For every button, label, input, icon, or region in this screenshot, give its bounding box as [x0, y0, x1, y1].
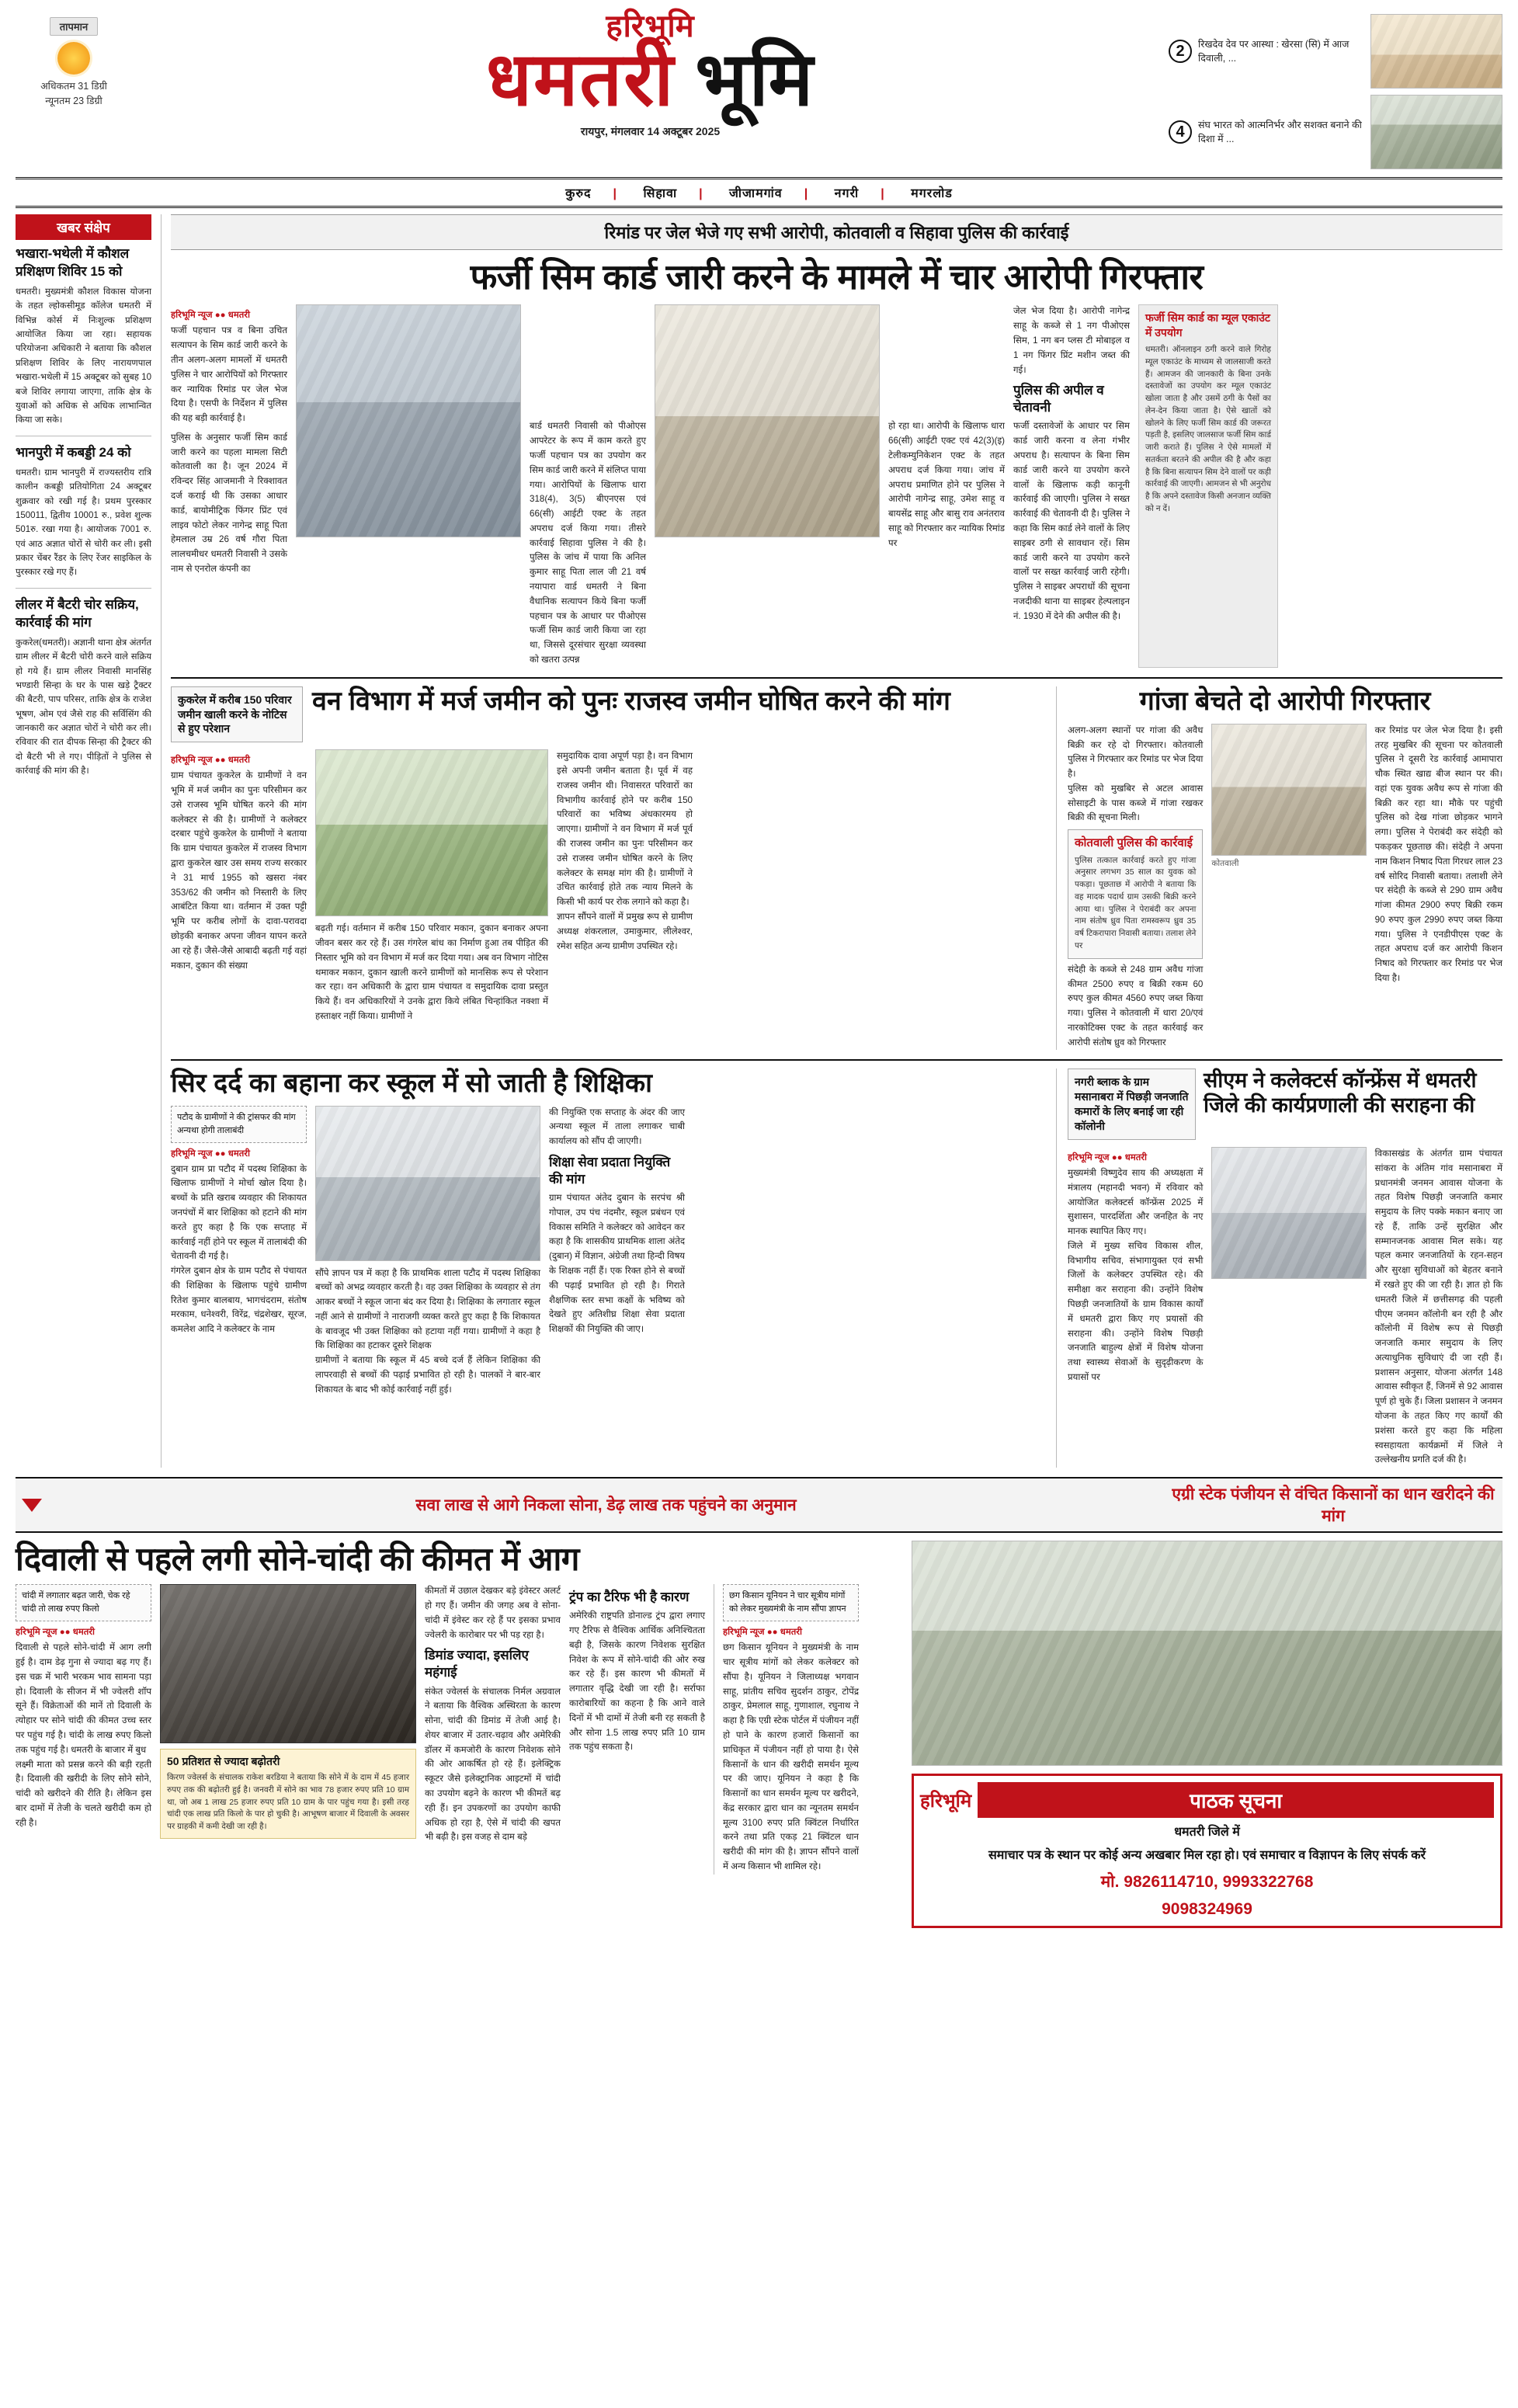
cm-headline: सीएम ने कलेक्टर्स कॉन्फ्रेंस में धमतरी जिले की कार्यप्रणाली की सराहना की	[1204, 1068, 1477, 1117]
farmers-story	[723, 1584, 859, 1875]
gold-bullet: चांदी में लगातार बढ़त जारी, चेक रहे चांदी तो लाख रुपए किलो	[16, 1584, 151, 1621]
forest-photo-wrap	[315, 749, 548, 1023]
lead-photo-1	[296, 304, 521, 537]
teacher-text-3b: ग्रामीणों ने बताया कि स्कूल में 45 बच्चे दर्ज हैं लेकिन शिक्षिका की लापरवाही से बच्चों की पढ़ाई प्रभावित हो रही है। पालकों ने बार-बार शिकायत के बाद भी कोई कार्रवाई नहीं हुई।	[315, 1355, 540, 1395]
farmers-bullet: छग किसान यूनियन ने चार सूत्रीय मांगों को लेकर मुख्यमंत्री के नाम सौंपा ज्ञापन	[723, 1584, 859, 1621]
cm-headline-wrap	[1204, 1068, 1502, 1140]
lead-text-3: हो रहा था। आरोपी के खिलाफ धारा 66(सी) आईटी एक्ट एवं 42(3)(इ) टेलीकम्युनिकेशन एक्ट के तहत अपराध दर्ज किया गया। जांच में अपराध प्रमाणित होने पर पुलिस ने आरोपी नागेन्द्र साहू, उमेश साहू व बायसेंद्र साहू और बासु राव अनंतराव साहू को गिरफ्तार कर न्यायिक रिमांड पर	[888, 421, 1005, 548]
cm-col-2	[1375, 1147, 1502, 1468]
teacher-col-1	[171, 1106, 307, 1398]
teacher-photo-wrap	[315, 1106, 540, 1398]
reader-notice-ad[interactable]	[912, 1774, 1502, 1928]
gold-col-2	[425, 1584, 561, 1875]
lead-text-1b: पुलिस के अनुसार फर्जी सिम कार्ड जारी करने का पहला मामला सिटी कोतवाली का है। जून 2024 में रविन्दर सिंह आजमानी ने रिक्शावत दर्ज कराई थी कि उसका आधार कार्ड, बायोमीट्रिक फिंगर प्रिंट एवं लाइव फोटो लेकर नागेन्द्र साहू पिता हेमलाल उम्र 26 वर्ष गौरा पिता लालचमीधर धमतरी निवासी ने उसके नाम से एनरोल कंपनी का	[171, 432, 287, 574]
teacher-text-2: की नियुक्ति एक सप्ताह के अंदर की जाए अन्यथा स्कूल में ताला लगाकर चाबी कार्यालय को सौंप दी जाएगी।	[549, 1107, 685, 1147]
gold-text-2b: संकेत ज्वेलर्स के संचालक निर्मल अग्रवाल ने बताया कि वैश्विक अस्थिरता के कारण सोना, चांदी की डिमांड में तेजी आई है। शेयर बाजार में उतार-चढ़ाव और अमेरिकी डॉलर में कमजोरी के कारण निवेशक सोने की ओर आकर्षित हो रहे हैं। इलेक्ट्रिक स्कूटर जैसे इलेक्ट्रानिक आइटमों में चांदी का उपयोग बढ़ने के कारण भी कीमतें बढ़ रही हैं। इन उपकरणों का उपयोग काफी अधिक हो रहा है, ऐसे में चांदी की खपत भी बढ़ी है। इस वजह से दाम बड़े	[425, 1686, 561, 1843]
gold-box-text: किरण ज्वेलर्स के संचालक राकेश बरडिया ने बताया कि सोने में के दाम में 45 हजार रुपए तक की बढ़ोतरी हुई है। जनवरी में सोने का भाव 78 हजार रुपए प्रति 10 ग्राम था, जो अब 1 लाख 25 हजार रुपए प्रति 10 ग्राम के पार पहुंच गया है। इसी तरह चांदी एक लाख प्रति किलो के पार हो चुकी है। आभूषण बाजार में दिवाली के अवसर पर ग्राहकी में कमी देखी जा रही है।	[167, 1773, 409, 1832]
edition-kurud[interactable]: कुरुद	[565, 187, 592, 200]
ganja-col-1	[1068, 724, 1203, 1051]
ganja-story	[1068, 686, 1502, 1051]
gold-text-2: कीमतों में उछाल देखकर बड़े इंवेस्टर अलर्ट हो गए हैं। जमीन की जगह अब वे सोना-चांदी में इंवेस्ट कर रहे हैं पर इसका प्रभाव ज्वेलरी के कारोबार पर भी पड़ रहा है।	[425, 1586, 561, 1640]
edition-sihawa[interactable]: सिहावा	[643, 187, 678, 200]
lead-subhead-appeal: पुलिस की अपील व चेतावनी	[1013, 383, 1104, 415]
lead-col-1	[171, 304, 287, 667]
gold-section-band	[16, 1477, 1502, 1533]
byline: हरिभूमि न्यूज ●● धमतरी	[171, 756, 250, 766]
lead-sidebox	[1138, 304, 1278, 667]
triangle-icon	[22, 1499, 42, 1512]
teacher-col-2	[549, 1106, 685, 1398]
news-brief-heading: खबर संक्षेप	[16, 214, 151, 240]
gold-highlight-box	[160, 1749, 416, 1839]
gold-photo-wrap	[160, 1584, 416, 1875]
lead-col-4	[1013, 304, 1130, 667]
ganja-photo-caption: कोतवाली	[1211, 858, 1239, 868]
brand-name: हरिभूमि	[606, 9, 695, 43]
teacher-photo	[315, 1106, 540, 1261]
brief-title: लीलर में बैटरी चोर सक्रिय, कार्रवाई की मांग	[16, 596, 139, 630]
second-row	[171, 686, 1502, 1051]
gold-headline: दिवाली से पहले लगी सोने-चांदी की कीमत में आग	[16, 1541, 579, 1578]
masthead	[16, 11, 1502, 169]
brief-item	[16, 444, 151, 580]
edition-strip: कुरुद | सिहावा | जीजामगांव | नगरी | मगरलोड	[16, 177, 1502, 208]
ganja-text-1: अलग-अलग स्थानों पर गांजा की अवैध बिक्री कर रहे दो गिरफ्तार। कोतवाली पुलिस ने गिरफ्तार कर रिमांड पर भेज दिया है।	[1068, 724, 1204, 780]
forest-text-3b: ज्ञापन सौंपने वालों में प्रमुख रूप से ग्रामीण अध्यक्ष शंकरलाल, उमाकुमार, लीलेश्वर, रमेश सहित अन्य ग्रामीण उपस्थित रहे।	[557, 911, 693, 951]
lead-text-4: फर्जी दस्तावेजों के आधार पर सिम कार्ड जारी करना व लेना गंभीर अपराध है। सत्यापन के बिना सिम कार्ड जारी करने या उपयोग करने वालों के खिलाफ कड़ी कानूनी कार्रवाई की जाएगी। पुलिस ने सख्त कार्रवाई की चेतावनी दी है। पुलिस ने कहा कि सिम कार्ड लेने वालों के लिए साइबर ठगी से सावधान रहें। सिम कार्ड जारी करने या उपयोग करने वालों पर सख्त कार्रवाई जारी रहेगी। पुलिस ने साइबर अपराधों की सूचना नजदीकी थाना या साइबर हेल्पलाइन नं. 1930 में देने की अपील की है।	[1013, 421, 1130, 621]
brief-title: भानपुरी में कबड्डी 24 को	[16, 444, 131, 460]
ganja-text-1b: पुलिस को मुखबिर से अटल आवास सोसाइटी के पास कब्जे में गांजा रखकर बिक्री की सूचना मिली।	[1068, 783, 1204, 823]
lead-col-2	[530, 304, 646, 667]
gold-subhead-2: ट्रंप का टैरिफ भी है कारण	[569, 1590, 690, 1605]
teacher-text-2b: ग्राम पंचायत अंतेद दुबान के सरपंच श्री गोपाल, उप पंच नंदमौर, स्कूल प्रबंधन एवं विकास समिति ने कलेक्टर को आवेदन कर कहा है कि शासकीय प्राथमिक शाला अंतेद (दुबान) में विज्ञान, अंग्रेजी तथा हिन्दी विषय के शिक्षक नहीं हैं। एक रिक्त होने से बच्चों की पढ़ाई प्रभावित हो रही है। गिराते शैक्षणिक स्तर सभा कक्षों के भविष्य को देखते हुए अतिशीघ्र शिक्षा सेवा प्रदाता शिक्षकों की नियुक्ति की जाए।	[549, 1193, 685, 1335]
teacher-subhead: शिक्षा सेवा प्रदाता नियुक्ति की मांग	[549, 1154, 671, 1187]
edition-magarlod[interactable]: मगरलोड	[911, 187, 953, 200]
teacher-story	[171, 1068, 1045, 1468]
byline: हरिभूमि न्यूज ●● धमतरी	[171, 1148, 250, 1159]
edition-jijamgaon[interactable]: जीजामगांव	[729, 187, 783, 200]
bottom-row	[16, 1541, 1502, 1928]
teacher-bullet: पटौद के ग्रामीणों ने की ट्रांसफर की मांग अन्यथा होगी तालाबंदी	[171, 1106, 307, 1143]
temperature-label: तापमान	[50, 17, 99, 36]
gold-col-3	[569, 1584, 705, 1875]
title-part-2: भूमि	[695, 38, 815, 121]
edition-nagri[interactable]: नगरी	[834, 187, 860, 200]
promo-page-number: 2	[1169, 40, 1192, 63]
rail-divider	[161, 214, 162, 1468]
farmers-text: छग किसान यूनियन ने मुख्यमंत्री के नाम चार सूत्रीय मांगों को लेकर कलेक्टर को सौंपा है। यूनियन ने जिलाध्यक्ष भगवान साहू, प्रांतीय सचिव सुदर्शन ठाकुर, टोपेंद्र ठाकुर, प्रेमलाल साहू, गुणाशाल, रघुनाथ ने कहा है कि एग्री स्टेक पोर्टल में पंजीयन नहीं हो पाने के कारण हजारों किसानों का प्राधिकृत में पंजीयन नहीं हो पाया है। ऐसे किसानों के धान की खरीदी समर्थन मूल्य पर की जाए। यूनियन ने कहा है कि किसानों का धान समर्थन मूल्य पर खरीदने, केंद्र सरकार द्वारा धान का न्यूनतम समर्थन मूल्य 3100 रुपए प्रति क्विंटल निर्धारित करने तथा प्रति एकड़ 21 क्विंटल धान खरीदी की मांग की है। ज्ञापन सौंपने वालों में अन्य किसान भी शामिल रहे।	[723, 1642, 859, 1872]
main-column	[171, 214, 1502, 1468]
promo-image	[1370, 95, 1502, 169]
cm-kicker-text: नगरी ब्लाक के ग्राम मसानाबरा में पिछड़ी जनजाति कमारों के लिए बनाई जा रही कॉलोनी	[1075, 1075, 1189, 1133]
byline: हरिभूमि न्यूज ●● धमतरी	[723, 1628, 802, 1638]
gold-subhead-1: डिमांड ज्यादा, इसलिए महंगाई	[425, 1648, 529, 1680]
page-title	[140, 38, 1161, 121]
ganja-text-1c: संदेही के कब्जे से 248 ग्राम अवैध गांजा कीमत 2500 रुपए व बिक्री रकम 60 रुपए कुल कीमत 4560 रुपए जब्त किया गया। पुलिस ने कोतवाली में धारा 20/एवं नारकोटिक्स एक्ट के तहत कार्रवाई कर आरोपी संतोष ध्रुव को गिरफ्तार	[1068, 964, 1204, 1048]
forest-headline: वन विभाग में मर्ज जमीन को पुनः राजस्व जमीन घोषित करने की मांग	[312, 686, 950, 716]
ad-line-2: समाचार पत्र के स्थान पर कोई अन्य अखबार मिल रहा हो। एवं समाचार व विज्ञापन के लिए संपर्क करें	[988, 1849, 1426, 1863]
lead-col-3	[888, 304, 1005, 667]
gold-col-1	[16, 1584, 151, 1875]
promo-item[interactable]	[1169, 95, 1502, 169]
lead-headline: फर्जी सिम कार्ड जारी करने के मामले में चार आरोपी गिरफ्तार	[470, 257, 1204, 297]
lead-photo-2-wrap	[655, 304, 880, 667]
top-banner-headline: रिमांड पर जेल भेजे गए सभी आरोपी, कोतवाली व सिहावा पुलिस की कार्रवाई	[171, 214, 1502, 250]
title-part-1: धमतरी	[485, 38, 676, 121]
ad-heading: पाठक सूचना	[978, 1782, 1494, 1818]
temperature-min: न्यूनतम 23 डिग्री	[45, 95, 102, 106]
temperature-box	[16, 11, 132, 109]
farmers-band-text: एग्री स्टेक पंजीयन से वंचित किसानों का धान खरीदने की मांग	[1172, 1485, 1495, 1526]
gold-band-text: सवा लाख से आगे निकला सोना, डेढ़ लाख तक पहुंचने का अनुमान	[415, 1496, 797, 1515]
cm-kicker-box	[1068, 1068, 1196, 1140]
cm-col-1	[1068, 1147, 1203, 1468]
ganja-col-2	[1375, 724, 1502, 1051]
promo-item[interactable]	[1169, 14, 1502, 89]
forest-kicker-box	[171, 686, 303, 743]
ganja-photo-wrap	[1211, 724, 1366, 1051]
lead-photo-1-wrap	[296, 304, 521, 667]
page-content	[16, 214, 1502, 1468]
gold-text-3: अमेरिकी राष्ट्रपति डोनाल्ड ट्रंप द्वारा लगाए गए टैरिफ से वैश्विक आर्थिक अनिश्चितता बढ़ी है, जिसके कारण निवेशक सुरक्षित निवेश के रूप में सोने-चांदी की ओर रुख कर रहे हैं। इस कारण भी कीमतों में लगातार वृद्धि देखी जा रही है। सर्राफा कारोबारियों का कहना है कि आने वाले दिनों में भी दामों में तेजी बनी रह सकती है और सोना 1.5 लाख रुपए प्रति 10 ग्राम तक पहुंच सकता है।	[569, 1611, 705, 1753]
promo-text: संघ भारत को आत्मनिर्भर और सशक्त बनाने की दिशा में ...	[1198, 119, 1362, 144]
ganja-info-box	[1068, 829, 1203, 959]
ganja-box-text: पुलिस तत्काल कार्रवाई करते हुए गांजा अनुसार लगभग 35 साल का युवक को पकड़ा। पूछताछ में आरोपी ने बताया कि वह मादक पदार्थ ग्राम उसकी बिक्री करने आया था। पुलिस ने पेराबंदी कर अपना नाम संतोष ध्रुव पिता रामस्वरूप ध्रुव 35 वर्ष टिकरापारा निवासी बताया। तलाश लेने पर	[1075, 855, 1197, 950]
forest-text-2: बढ़ती गई। वर्तमान में करीब 150 परिवार मकान, दुकान बनाकर अपना जीवन बसर कर रहे हैं। उस गंगरेल बांध का निर्माण हुआ तब पीड़ित की निस्तार भूमि को वन विभाग में मर्ज कर दिया गया। अब वन विभाग नोटिस थमाकर मकान, दुकान खाली करने ग्रामीणों को मानसिक रूप से परेशान कर रहा। वन अधिकारी के द्वारा ग्राम पंचायत व समुदायिक दावा प्रस्तुत किये हैं। वन अधिकारियों ने उनके द्वारा किये लंबित चिन्हांकित नक्शा में हस्ताक्षर नहीं किया। ग्रामीणों ने	[315, 923, 548, 1022]
gold-box-title: 50 प्रतिशत से ज्यादा बढ़ोतरी	[167, 1755, 280, 1768]
lead-photo-2	[655, 304, 880, 537]
promo-text: रिखदेव देव पर आस्था : खेरसा (सि) में आज दिवाली, ...	[1198, 38, 1350, 64]
temperature-max: अधिकतम 31 डिग्री	[40, 81, 107, 92]
lead-text-2: बार्ड धमतरी निवासी को पीओएस आपरेटर के रूप में काम करते हुए फर्जी पहचान पत्र का उपयोग कर सिम कार्ड जारी करने में संलिप्त पाया गया। आरोपियों के खिलाफ धारा 318(4), 3(5) बीएनएस एवं 66(सी) आईटी एक्ट के तहत अपराध दर्ज किया गया। तीसरे कार्रवाई सिहावा पुलिस ने की है। पुलिस के जांच में पाया कि अनिल कुमार साहू पिता लाल जी 21 वर्ष नयापारा वार्ड धमतरी ने बिना वैधानिक सत्यापन किये बिना फर्जी पहचान पत्र के आधार पर पीओएस फर्जी सिम कार्ड जारी किया जा रहा था, जिससे दूरसंचार सुरक्षा व्यवस्था को खतरा उत्पन्न	[530, 421, 646, 665]
cm-story	[1068, 1068, 1502, 1468]
forest-text-1: ग्राम पंचायत कुकरेल के ग्रामीणों ने वन भूमि में मर्ज जमीन का पुनः परिसीमन कर उसे राजस्व भूमि घोषित करने की मांग कलेक्टर से की है। ग्रामीणों ने कलेक्टर दरबार पहुंचे कुकरेल के ग्रामीणों ने बताया कि ग्राम पंचायत कुकरेल में राजस्व विभाग द्वारा कुकरेल खार उस समय राज्य सरकार ने 31 मार्च 1955 को खसरा नंबर 353/62 की जमीन को निस्तारी के लिए आबंटित किया था। वर्तमान में उक्त पट्टी भूमि पर करीब लोगों के दावा-परावदा छोड़की बनाकर अपना जीवन यापन करते आ रहे हैं। जैसे-जैसे आबादी बढ़ती गई वहां मकान, दुकान की संख्या	[171, 770, 307, 971]
forest-photo	[315, 749, 548, 916]
lead-text-4-intro: जेल भेज दिया है। आरोपी नागेन्द्र साहू के कब्जे से 1 नग पीओएस सिम, 1 नग बन प्लस टी मोबाइल व 1 नग फिंगर प्रिंट मशीन जब्त की गई।	[1013, 306, 1130, 375]
forest-col-3	[557, 749, 693, 1023]
lead-text-1: फर्जी पहचान पत्र व बिना उचित सत्यापन के सिम कार्ड जारी करने के तीन अलग-अलग मामलों में धमतरी पुलिस ने चार आरोपियों को गिरफ्तार कर न्यायिक रिमांड पर जेल भेज दिया है। एसपी के निर्देशन में पुलिस की यह बड़ी कार्रवाई है।	[171, 325, 287, 424]
sidebox-title: फर्जी सिम कार्ड का म्यूल एकाउंट में उपयोग	[1145, 311, 1270, 339]
byline: हरिभूमि न्यूज ●● धमतरी	[16, 1628, 95, 1638]
promo-page-number: 4	[1169, 120, 1192, 144]
brief-text: धमतरी। मुख्यमंत्री कौशल विकास योजना के तहत ल्होकसीमूड कॉलेज धमतरी में विभिन्न कोर्स में निःशुल्क प्रशिक्षण आयोजित किया जा रहा। सहायक परियोजना अधिकारी ने बताया कि कौशल प्रशिक्षण शिविर के लिए नारायणपाल भखारा-भथेली में 15 अक्टूबर को सुबह 10 बजे शिविर लगाया जाएगा, ताकि क्षेत्र के युवाओं को अधिक से अधिक लाभान्वित किया जा सके।	[16, 287, 151, 426]
ganja-photo	[1211, 724, 1366, 856]
gold-story	[16, 1541, 901, 1928]
teacher-text-1: दुबान ग्राम प्रा पटौद में पदस्थ शिक्षिका के खिलाफ ग्रामीणों ने मोर्चा खोल दिया है। बच्चों के प्रति खराब व्यवहार की शिकायत जनपंचों में बार शिक्षिका को हटाने की मांग करते हुए कहा है कि एक सप्ताह में कार्रवाई नहीं होने पर स्कूल में तालाबंदी की चेतावनी दी गई है।	[171, 1163, 307, 1262]
ad-logo: हरिभूमि	[920, 1791, 972, 1812]
promo-list	[1169, 11, 1502, 169]
byline: हरिभूमि न्यूज ●● धमतरी	[171, 311, 250, 321]
brief-text: कुकरेल(धमतरी)। अज्ञानी थाना क्षेत्र अंतर्गत ग्राम लीलर में बैटरी चोरी करने वाले सक्रिय हो गये हैं। ग्राम लीलर निवासी मानसिंह भण्डारी सिन्हा के घर के पास खड़े ट्रैक्टर की बैटरी, पाप परिसर, ताकि क्षेत्र के राजेश भूषण, ओम एवं जैसे राह की सर्विसिंग की जानकारी कर अज्ञात चोरों ने चोरी कर ली। रविवार की रात दीपक सिन्हा की ट्रैक्टर की दो बैटरी भी ले गए। पीड़ितों ने पुलिस से कार्रवाई की मांग की है।	[16, 638, 151, 777]
ganja-headline: गांजा बेचते दो आरोपी गिरफ्तार	[1139, 686, 1431, 716]
ad-phone-2[interactable]: 9098324969	[1162, 1899, 1252, 1918]
forest-text-3: समुदायिक दावा अपूर्ण पड़ा है। वन विभाग इसे अपनी जमीन बताता है। पूर्व में वह राजस्व जमीन थी। निवासरत परिवारों का विभागीय कार्रवाई होने पर करीब 150 परिवारों का भविष्य अंधकारमय हो जाएगा। ग्रामीणों ने वन विभाग में मर्ज पूर्व की राजस्व जमीन का पुनः परिसीमन कर उसे राजस्व जमीन घोषित करने के लिए कलेक्टर के समक्ष मांग की है। ग्रामीणों ने उचित कार्रवाई होते तक न्याय मिलने के किसी भी कार्य पर रोक लगाने को कहा है।	[557, 751, 693, 908]
brief-item	[16, 596, 151, 779]
brief-text: धमतरी। ग्राम भानपुरी में राज्यस्तरीय रात्रि कालीन कबड्डी प्रतियोगिता 24 अक्टूबर शुक्रवार को रखी गई है। प्रथम पुरस्कार 150011, द्वितीय 10001 रु., प्रवेश शुल्क 501रु. रखा गया है। आयोजक 7001 रु. एवं आठ अज्ञात चोरों से चोरी कर ली। इसी प्रकार चेंबर रैंडर के लिए रेंजर साइकिल के पुरस्कार रखे गए हैं।	[16, 467, 151, 578]
forest-col-1	[171, 749, 307, 1023]
gold-text-1: दिवाली से पहले सोने-चांदी में आग लगी हुई है। दाम डेढ़ गुना से ज्यादा बढ़ गए हैं। इस चक्र में भारी भरकम भाव सामना पड़ा हो। दिवाली के सीजन में भी ज्वेलरी शॉप सूने हैं। विक्रेताओं की मानें तो दिवाली के त्योहार पर सोने चांदी की कीमत उच्च स्तर पर पहुंच गई है। चांदी के लाख रुपए किलो तक पहुंच गई है। धमतरी के बाजार में बुध	[16, 1642, 151, 1755]
brief-item	[16, 245, 151, 428]
cm-photo-wrap	[1211, 1147, 1366, 1468]
forest-headline-wrap	[312, 686, 1045, 743]
divider	[16, 588, 151, 589]
byline: हरिभूमि न्यूज ●● धमतरी	[1068, 1152, 1147, 1162]
teacher-text-1b: गंगरेल दुबान क्षेत्र के ग्राम पटौद से पंचायत की शिक्षिका के खिलाफ पहुंचे ग्रामीण रितेश कुमार बालबाय, भागचंदराम, संतोष मरकाम, धनेश्वरी, विरेंद्र, चंद्रशेखर, सूरज, कमलेश आदि ने कलेक्टर के नाम	[171, 1266, 307, 1335]
cm-text-1b: जिले में मुख्य सचिव विकास शील, विभागीय सचिव, संभागायुक्त एवं सभी जिलों के कलेक्टर उपस्थित रहे। की समीक्षा कर सराहना की। उन्होंने विशेष पिछड़ी जनजातियों के ग्राम विकास कार्यों में धमतरी द्वारा किए गए प्रयासों की सराहना की। उन्होंने विशेष पिछड़ी जनजाति बाहुल्य क्षेत्रों में विशेष योजना तथा स्वास्थ्य सेवाओं के सुदृढ़ीकरण के प्रयासों पर	[1068, 1240, 1204, 1382]
teacher-headline: सिर दर्द का बहाना कर स्कूल में सो जाती है शिक्षिका	[171, 1068, 652, 1099]
ad-top-photo	[912, 1541, 1502, 1766]
teacher-text-3: सौंपे ज्ञापन पत्र में कहा है कि प्राथमिक शाला पटौद में पदस्थ शिक्षिका बच्चों को अभद्र व्यवहार करती है। वह उक्त शिक्षिका के व्यवहार से तंग आकर बच्चों ने स्कूल जाना बंद कर दिया है। शिक्षिका के लगातार स्कूल नहीं आने से ग्रामीणों ने नाराजगी व्यक्त करते हुए कहा है कि शिकायत के बावजूद भी उक्त शिक्षिका को हटाया नहीं गया। ग्रामीणों ने कहा है कि शिक्षिका का हटाकर दूसरे शिक्षक	[315, 1267, 540, 1351]
ad-column	[912, 1541, 1502, 1928]
ad-line-1: धमतरी जिले में	[1174, 1826, 1240, 1840]
sidebox-text: धमतरी। ऑनलाइन ठगी करने वाले गिरोह म्यूल एकाउंट के माध्यम से जालसाजी करते हैं। आमजन की जानकारी के बिना उनके दस्तावेजों का उपयोग कर म्यूल एकाउंट खोला जाता है और उसमें ठगी के पैसों का लेन-देन किया जाता है। ऐसे खातों को खोलने के लिए फर्जी सिम कार्ड की जरूरत पड़ती है, इसलिए जालसाज फर्जी सिम कार्ड जारी कराते हैं। पुलिस ने ऐसे मामलों में सतर्कता बरतने की अपील की है और कहा है कि बिना सत्यापन सिम देने वालों पर कड़ी कार्रवाई की जाएगी। आमजन से भी अनुरोध है कि अपने दस्तावेज किसी अनजान व्यक्ति को न दें।	[1145, 345, 1271, 513]
forest-story	[171, 686, 1045, 1051]
promo-image	[1370, 14, 1502, 89]
cm-text-1: मुख्यमंत्री विष्णुदेव साय की अध्यक्षता में मंत्रालय (महानदी भवन) में रविवार को आयोजित कलेक्टर्स कॉन्फ्रेंस 2025 में सुशासन, पारदर्शिता और जनहित के नए मानक स्थापित किए गए।	[1068, 1167, 1204, 1237]
forest-kicker-text: कुकरेल में करीब 150 परिवार जमीन खाली करने के नोटिस से हुए परेशान	[178, 693, 292, 735]
place-date-line: रायपुर, मंगलवार 14 अक्टूबर 2025	[580, 125, 721, 138]
ganja-text-2: कर रिमांड पर जेल भेज दिया है। इसी तरह मुखबिर की सूचना पर कोतवाली पुलिस ने दूसरी रेड कार्रवाई आमापारा चौक स्थित खाद्य बीज स्थान पर की। वहां एक युवक अवैध रूप से गांजा की बिक्री कर रहा था। मौके पर पहुंची पुलिस को देख गांजा छोड़कर भागने लगा। पुलिस ने पेराबंदी कर संदेही को पकड़कर पूछताछ की। संदेही ने अपना नाम किशन निषाद पिता गिरधर लाल 23 वर्ष सोरिद निवासी बताया। तलाशी लेने पर संदेही के कब्जे से 290 ग्राम अवैध गांजा कीमत 2900 रुपए बिक्री रकम 90 रुपए कुल 2990 रुपए जब्त किया गया। पुलिस ने एनडीपीएस एक्ट के तहत अपराध दर्ज कर आरोपी किशन निषाद को गिरफ्तार कर रिमांड पर भेज दिया है।	[1374, 724, 1503, 984]
gold-photo	[160, 1584, 416, 1743]
brief-title: भखारा-भथेली में कौशल प्रशिक्षण शिविर 15 को	[16, 246, 130, 279]
news-brief-rail	[16, 214, 151, 1468]
sun-icon	[57, 42, 90, 75]
cm-photo	[1211, 1147, 1366, 1279]
third-row	[171, 1068, 1502, 1468]
ganja-box-title: कोतवाली पुलिस की कार्रवाई	[1075, 836, 1193, 850]
lead-story	[171, 258, 1502, 668]
newspaper-title-block	[140, 11, 1161, 139]
gold-text-1b: लक्ष्मी माता को प्रसन्न करने की बड़ी रहती है। दिवाली की खरीदी के लिए सोने सोने, चांदी को खरीदने की रीति है। लेकिन इस बार दामों में तेजी के चलते खरीदी कम हो रही है।	[16, 1759, 151, 1828]
cm-text-2: विकासखंड के अंतर्गत ग्राम पंचायत सांकरा के अंतिम गांव मसानाबरा में प्रधानमंत्री जनमन आवास योजना के तहत विशेष पिछड़ी जनजाति कमार समुदाय के लिए पक्के मकान बनाए जा रहे हैं, ताकि उन्हें सुरक्षित और सम्मानजनक आवास मिल सके। यह पहल कमार जनजातियों के रहन-सहन और सुरक्षा सुविधाओं को बेहतर बनाने में रखते हुए की जा रही है। ज्ञात हो कि धमतरी जिले में छत्तीसगढ़ की पहली पीएम जनमन कॉलोनी बन रही है और कॉलोनी में विशेष रूप से पिछड़ी जनजाति कमार समुदाय के लिए अत्याधुनिक सुविधाएं दी जा रही हैं। प्रशासन अनुसार, योजना अंतर्गत 148 आवास स्वीकृत हैं, जिनमें से 92 आवास पूर्ण हो चुके हैं। जिला प्रशासन ने जनमन योजना के तहत किए गए कार्यों की प्रशंसा करते हुए कहा कि महिला स्वसहायता कार्यक्रमों में जिले ने उल्लेखनीय प्रगति दर्ज की है।	[1374, 1148, 1503, 1465]
ad-phone-1[interactable]: मो. 9826114710, 9993322768	[1100, 1872, 1314, 1891]
